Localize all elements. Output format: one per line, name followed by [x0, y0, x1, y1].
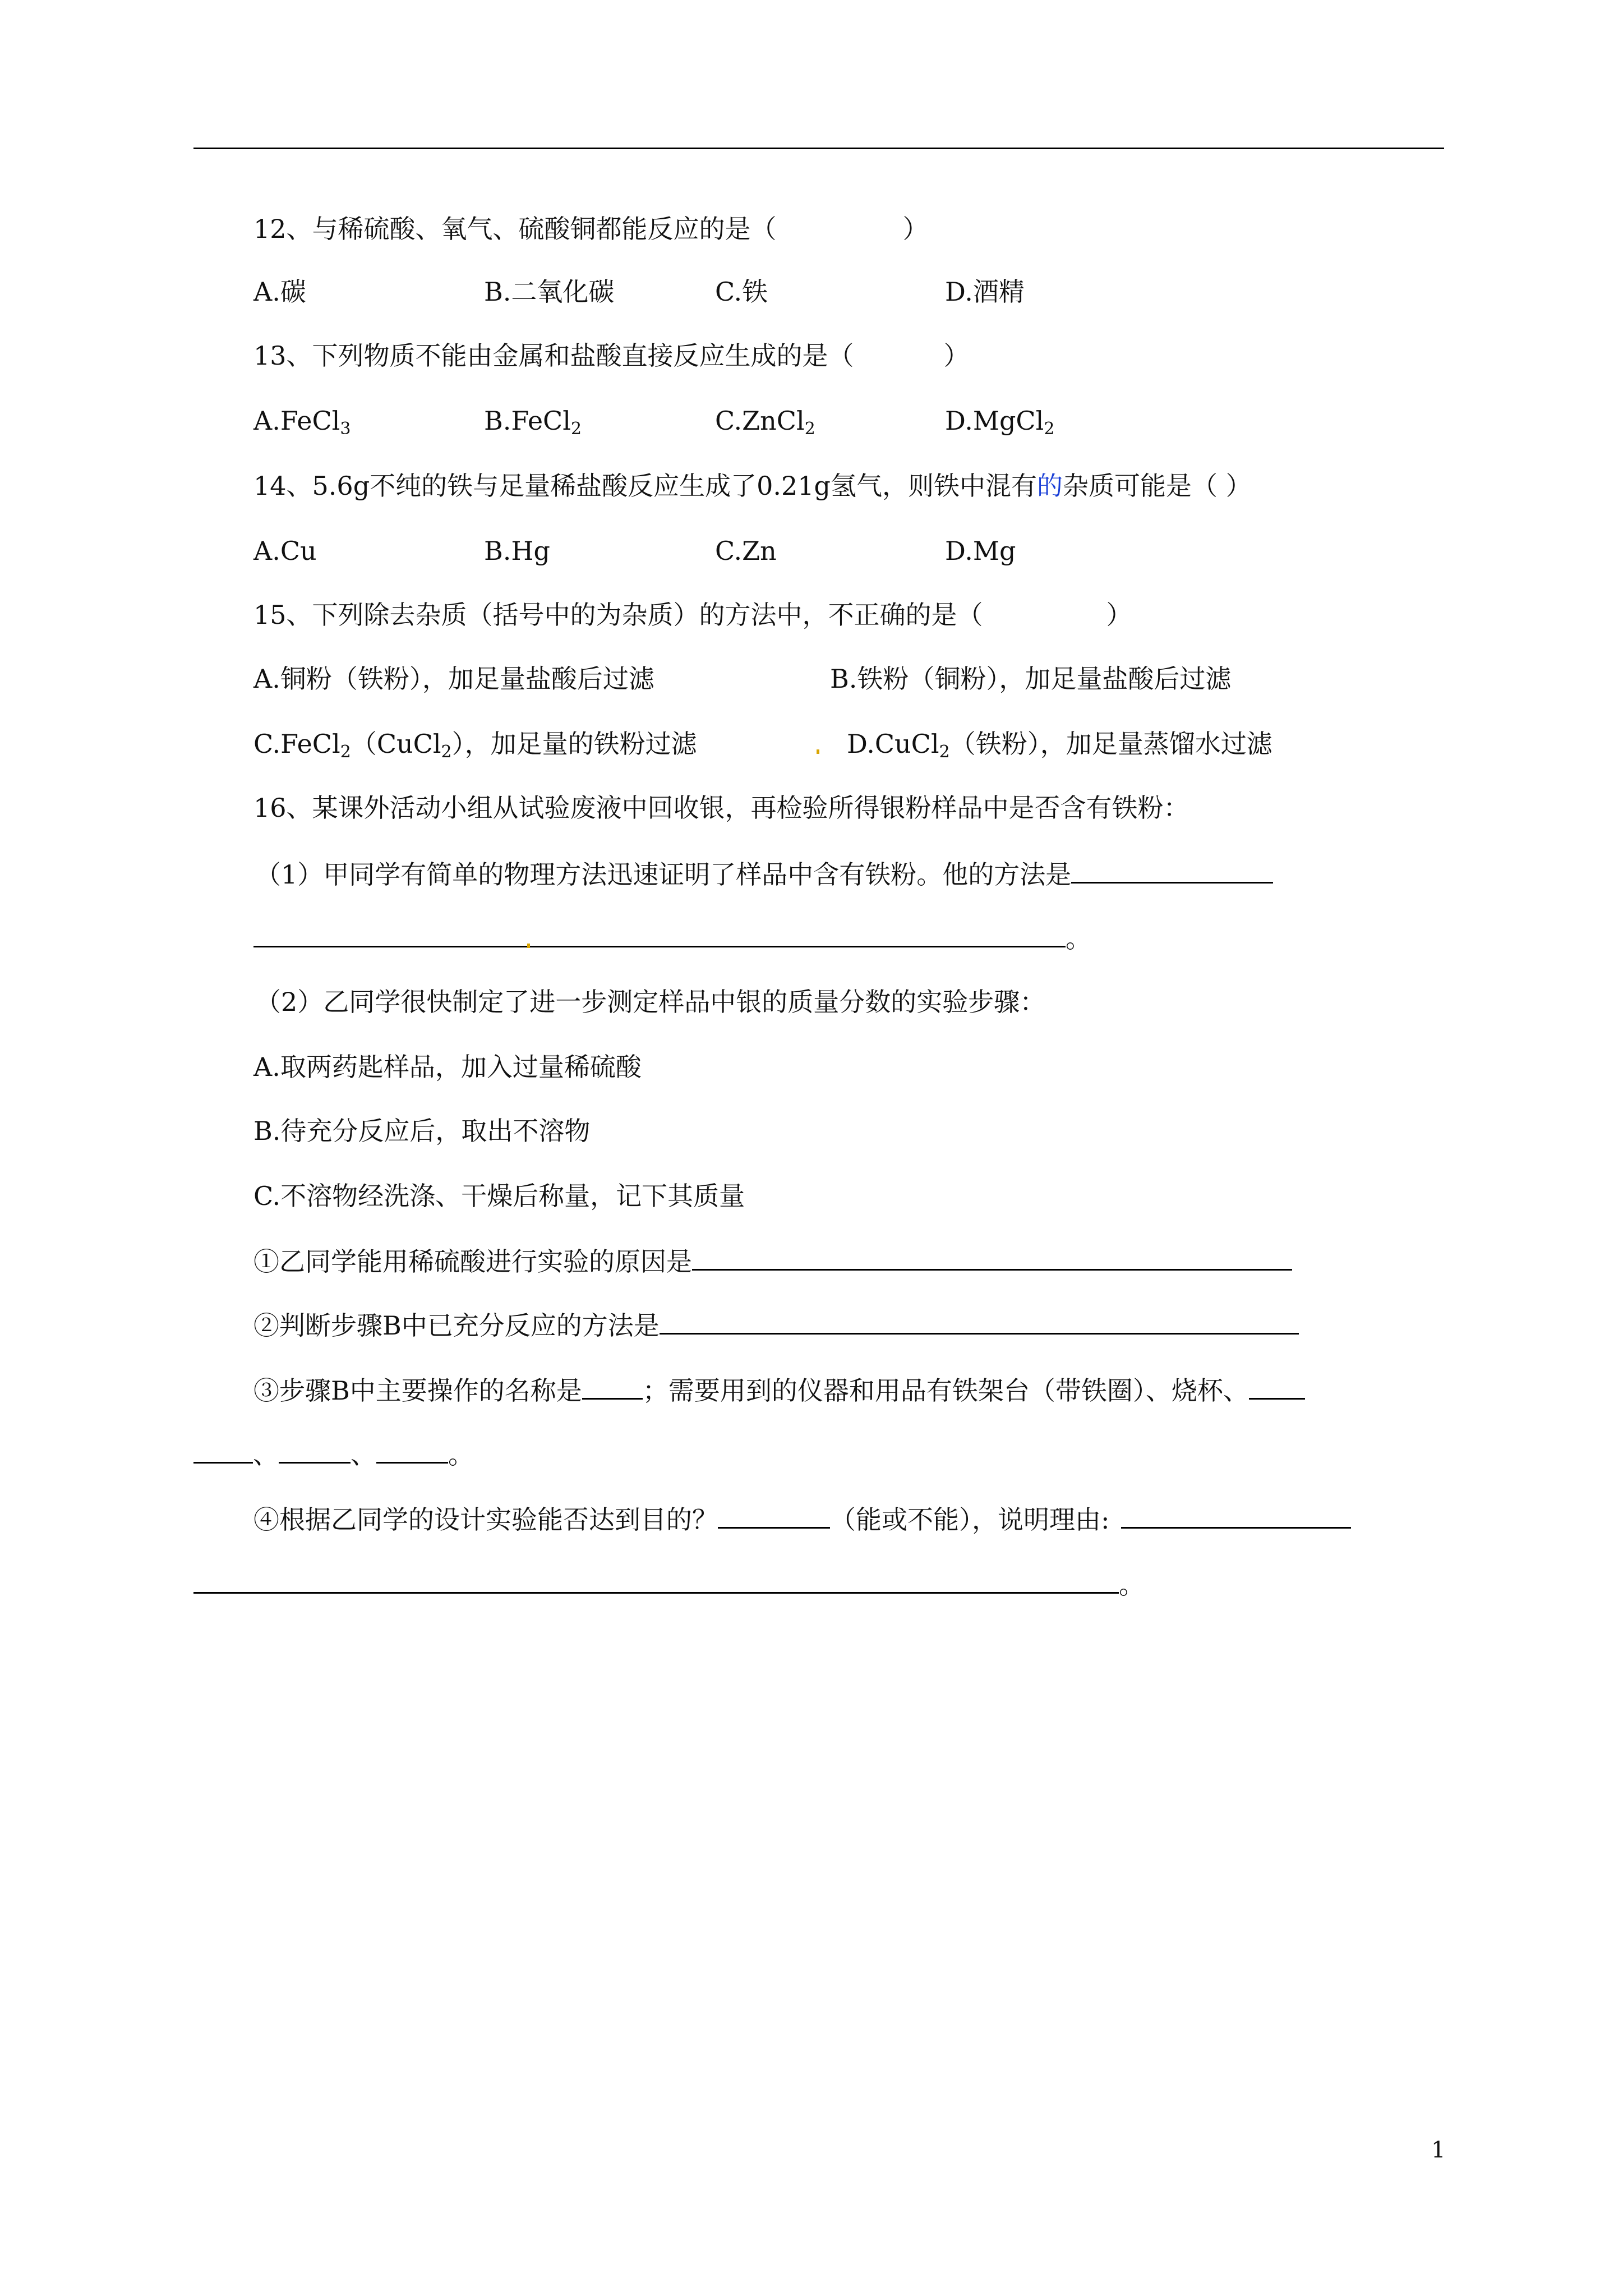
q12-option-a: A.碳	[253, 277, 306, 307]
answer-blank[interactable]	[279, 1436, 351, 1464]
answer-blank[interactable]	[1071, 856, 1273, 884]
q16-step-a: A.取两药匙样品，加入过量稀硫酸	[253, 1052, 642, 1082]
q13-option-a: A.FeCl$_3$	[253, 406, 351, 439]
q16-step-b: B.待充分反应后，取出不溶物	[253, 1116, 591, 1146]
q13-option-c: C.ZnCl$_2$	[715, 406, 815, 439]
q16-step-c: C.不溶物经洗涤、干燥后称量，记下其质量	[253, 1181, 745, 1211]
q16-stem: 16、某课外活动小组从试验废液中回收银，再检验所得银粉样品中是否含有铁粉：	[253, 793, 1189, 823]
stray-mark	[527, 944, 530, 948]
q14-option-a: A.Cu	[253, 536, 317, 566]
q16-part1: （1）甲同学有简单的物理方法迅速证明了样品中含有铁粉。他的方法是	[255, 856, 1273, 891]
q13-option-b: B.FeCl$_2$	[484, 406, 582, 439]
answer-blank[interactable]	[660, 1307, 1299, 1335]
q12-stem: 12、与稀硫酸、氧气、硫酸铜都能反应的是（ ）	[253, 214, 929, 244]
answer-blank[interactable]	[1249, 1372, 1305, 1400]
stray-mark	[817, 749, 819, 754]
q16-sub3: ③步骤B中主要操作的名称是 ；需要用到的仪器和用品有铁架台（带铁圈）、烧杯、	[253, 1372, 1305, 1407]
answer-blank[interactable]	[1121, 1501, 1351, 1529]
answer-blank[interactable]	[253, 920, 1066, 947]
q14-option-b: B.Hg	[484, 536, 550, 566]
q12-option-c: C.铁	[715, 277, 768, 307]
answer-blank[interactable]	[718, 1501, 830, 1529]
q15-option-c: C.FeCl$_2$（CuCl$_2$），加足量的铁粉过滤	[253, 729, 697, 762]
answer-blank[interactable]	[193, 1566, 1119, 1594]
q16-sub3-continued: 、 、 。	[193, 1436, 474, 1471]
q15-stem: 15、下列除去杂质（括号中的为杂质）的方法中，不正确的是（ ）	[253, 600, 1132, 630]
q16-sub4: ④根据乙同学的设计实验能否达到目的？ （能或不能），说明理由:	[253, 1501, 1351, 1536]
q14-option-d: D.Mg	[945, 536, 1016, 566]
q16-sub4-continued: 。	[193, 1566, 1145, 1602]
q16-sub2: ②判断步骤B中已充分反应的方法是	[253, 1307, 1299, 1342]
answer-blank[interactable]	[193, 1436, 253, 1464]
header-rule	[193, 148, 1444, 149]
q13-option-d: D.MgCl$_2$	[945, 406, 1055, 439]
q14-option-c: C.Zn	[715, 536, 777, 566]
q16-part1-continued: 。	[253, 920, 1091, 955]
q12-option-d: D.酒精	[945, 277, 1025, 307]
answer-blank[interactable]	[692, 1243, 1292, 1271]
q12-option-b: B.二氧化碳	[484, 277, 615, 307]
q13-stem: 13、下列物质不能由金属和盐酸直接反应生成的是（ ）	[253, 341, 970, 371]
q15-option-b: B.铁粉（铜粉），加足量盐酸后过滤	[830, 664, 1232, 694]
q15-option-d: D.CuCl$_2$（铁粉），加足量蒸馏水过滤	[847, 729, 1272, 762]
q16-part2: （2）乙同学很快制定了进一步测定样品中银的质量分数的实验步骤：	[255, 987, 1046, 1017]
q15-option-a: A.铜粉（铁粉），加足量盐酸后过滤	[253, 664, 654, 694]
page-number: 1	[1431, 2137, 1446, 2163]
answer-blank[interactable]	[376, 1436, 448, 1464]
q16-sub1: ①乙同学能用稀硫酸进行实验的原因是	[253, 1243, 1292, 1278]
q14-stem: 14、5.6g不纯的铁与足量稀盐酸反应生成了0.21g氢气，则铁中混有的杂质可能是（ ）	[253, 471, 1252, 501]
answer-blank[interactable]	[582, 1372, 643, 1400]
